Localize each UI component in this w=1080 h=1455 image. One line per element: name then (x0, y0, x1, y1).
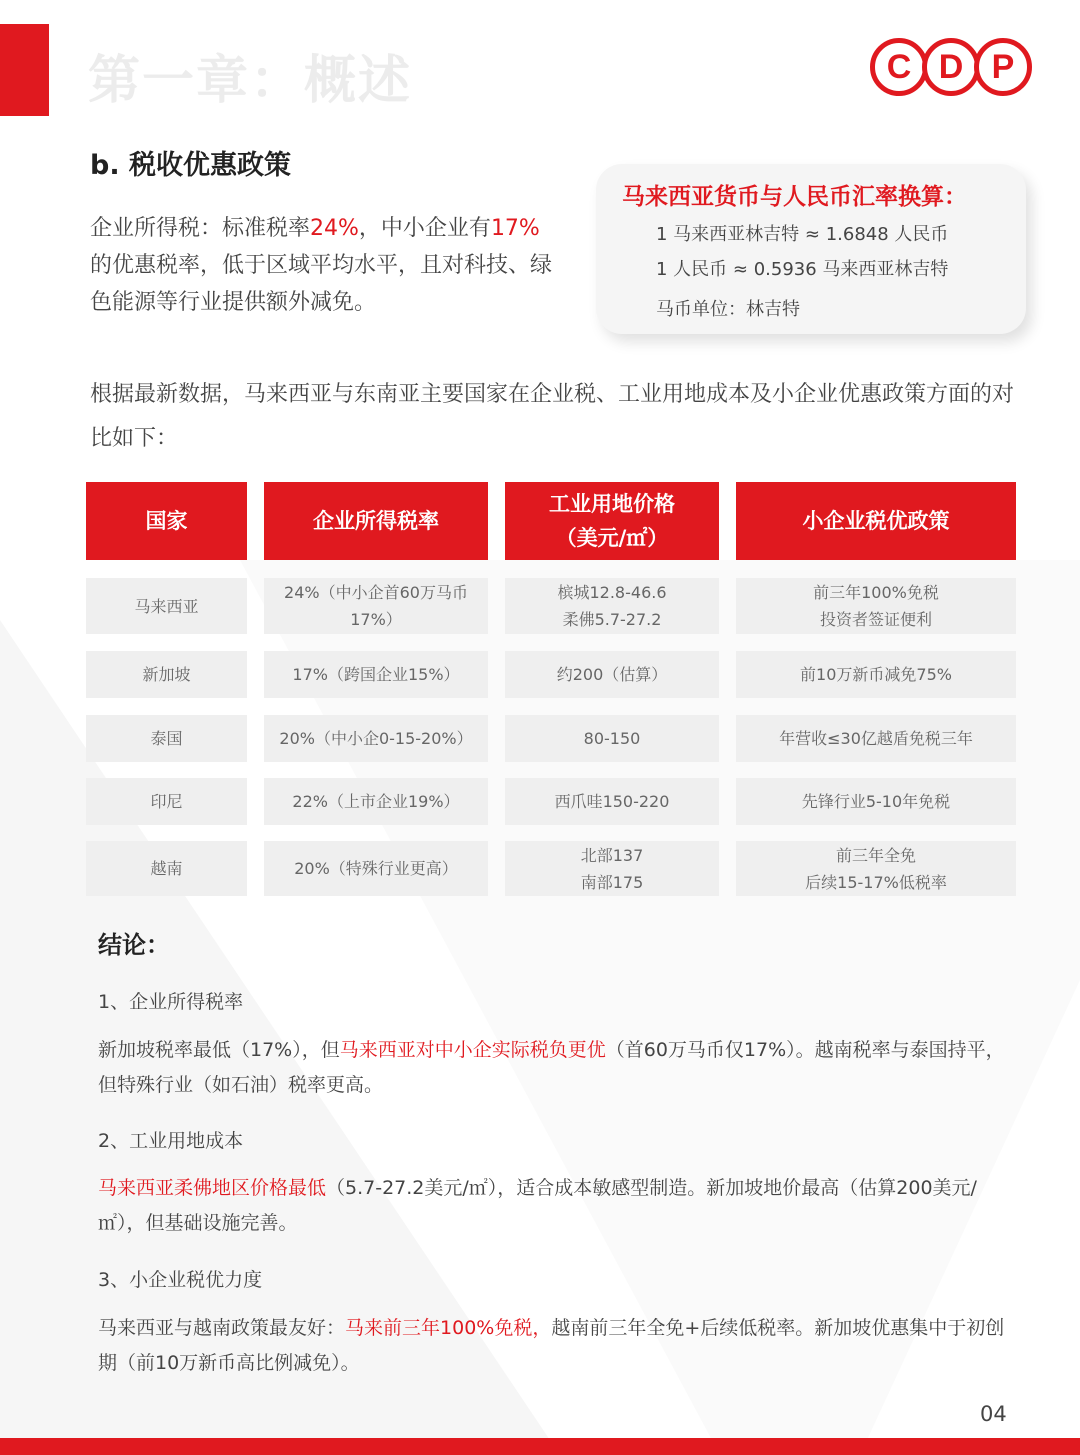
logo-letter-d: D (922, 38, 980, 96)
table-cell: 前三年全免 后续15-17%低税率 (736, 841, 1016, 896)
intro-standard-rate: 24% (310, 216, 359, 241)
chapter-red-tab (0, 24, 49, 116)
intro-paragraph (90, 210, 560, 321)
conclusion-paragraph-2 (98, 1171, 1018, 1241)
table-cell: 24%（中小企首60万马币 17%） (264, 578, 488, 634)
table-cell: 泰国 (86, 715, 247, 762)
conclusion-heading-3: 3、小企业税优力度 (98, 1269, 263, 1291)
table-cell: 20%（特殊行业更高） (264, 841, 488, 896)
page-number: 04 (980, 1402, 1007, 1426)
logo-letter-p: P (974, 38, 1032, 96)
table-cell: 年营收≤30亿越盾免税三年 (736, 715, 1016, 762)
exchange-rate-title: 马来西亚货币与人民币汇率换算： (622, 184, 967, 210)
conclusion-3-highlight: 马来前三年100%免税， (345, 1317, 552, 1339)
table-cell: 17%（跨国企业15%） (264, 651, 488, 698)
table-cell: 印尼 (86, 778, 247, 825)
table-header-tax-rate: 企业所得税率 (264, 482, 488, 560)
table-cell: 北部137 南部175 (505, 841, 719, 896)
section-title: b. 税收优惠政策 (90, 150, 291, 181)
table-cell: 槟城12.8-46.6 柔佛5.7-27.2 (505, 578, 719, 634)
table-header-sme-policy: 小企业税优政策 (736, 482, 1016, 560)
table-cell: 20%（中小企0-15-20%） (264, 715, 488, 762)
conclusion-heading-1: 1、企业所得税率 (98, 991, 244, 1013)
exchange-rate-box (596, 164, 1026, 334)
conclusion-1-highlight: 马来西亚对中小企实际税负更优 (339, 1039, 606, 1061)
exchange-rate-line-2: 1 人民币 ≈ 0.5936 马来西亚林吉特 (656, 259, 949, 280)
conclusion-heading-2: 2、工业用地成本 (98, 1130, 244, 1152)
intro-sme-rate: 17% (490, 216, 540, 241)
conclusion-paragraph-1 (98, 1033, 1018, 1103)
table-cell: 新加坡 (86, 651, 247, 698)
intro-text-2: ，中小企业有 (358, 216, 491, 241)
conclusion-3-text-a: 马来西亚与越南政策最友好： (98, 1317, 346, 1339)
table-cell: 80-150 (505, 715, 719, 762)
table-cell: 约200（估算） (505, 651, 719, 698)
table-cell: 越南 (86, 841, 247, 896)
table-cell: 西爪哇150-220 (505, 778, 719, 825)
table-header-country: 国家 (86, 482, 247, 560)
table-cell: 22%（上市企业19%） (264, 778, 488, 825)
table-cell: 前10万新币减免75% (736, 651, 1016, 698)
conclusion-2-highlight: 马来西亚柔佛地区价格最低 (98, 1177, 327, 1199)
table-header-land-price: 工业用地价格 （美元/㎡） (505, 482, 719, 560)
exchange-rate-unit: 马币单位：林吉特 (656, 299, 800, 320)
cdp-logo (870, 38, 1026, 98)
conclusion-3-text-b: 越南前三年全免+后续低税率。新加坡优惠集中于初创期（前10万新币高比例减免）。 (98, 1317, 1005, 1374)
intro-text-3: 的优惠税率，低于区域平均水平，且对科技、绿色能源等行业提供额外减免。 (90, 253, 553, 315)
table-cell: 马来西亚 (86, 578, 247, 634)
conclusion-1-text-a: 新加坡税率最低（17%），但 (98, 1039, 340, 1061)
footer-red-bar (0, 1438, 1080, 1455)
conclusion-paragraph-3 (98, 1311, 1018, 1381)
exchange-rate-line-1: 1 马来西亚林吉特 ≈ 1.6848 人民币 (656, 224, 949, 245)
table-cell: 先锋行业5-10年免税 (736, 778, 1016, 825)
conclusion-1-text-b: （首60万马币仅17%）。越南税率与泰国持平，但特殊行业（如石油）税率更高。 (98, 1039, 1005, 1096)
comparison-intro: 根据最新数据，马来西亚与东南亚主要国家在企业税、工业用地成本及小企业优惠政策方面的对比如下： (90, 382, 1015, 451)
table-cell: 前三年100%免税 投资者签证便利 (736, 578, 1016, 634)
intro-text-1: 企业所得税：标准税率 (90, 216, 311, 241)
logo-letter-c: C (870, 38, 928, 96)
chapter-title: 第一章：概述 (88, 51, 413, 111)
conclusion-2-text: （5.7-27.2美元/㎡），适合成本敏感型制造。新加坡地价最高（估算200美元/㎡），但基础设施完善。 (98, 1177, 977, 1234)
conclusion-title: 结论： (98, 931, 170, 959)
